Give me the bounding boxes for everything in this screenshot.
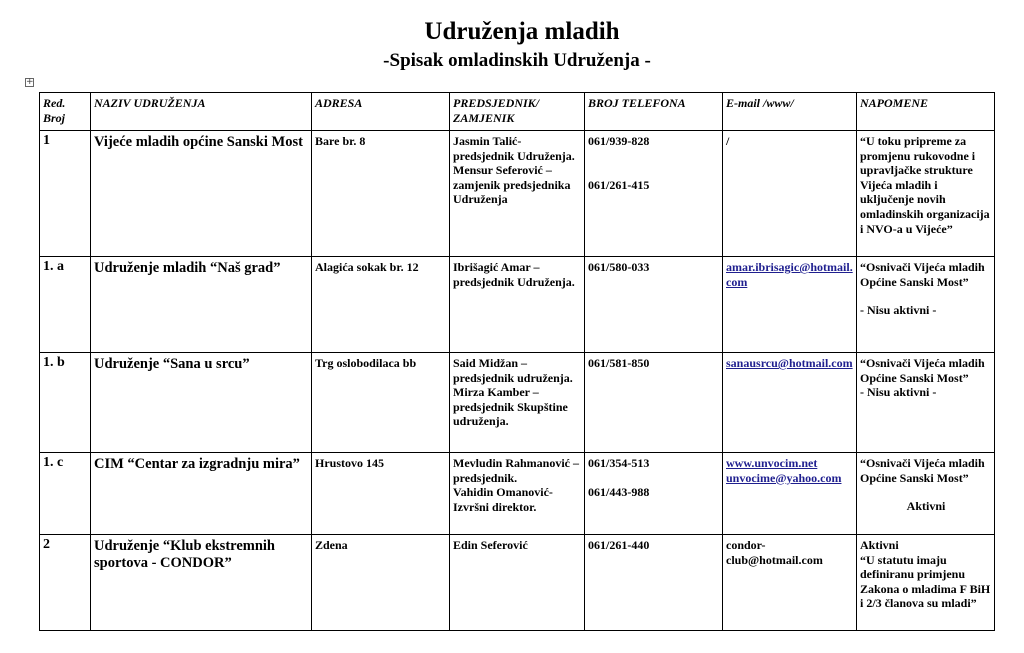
header-napomene: NAPOMENE: [857, 93, 995, 131]
row-number: 1. c: [40, 453, 91, 535]
table-row: [40, 453, 995, 535]
association-address: Bare br. 8: [312, 131, 450, 257]
header-red-broj: [40, 93, 91, 131]
deputy-text: Mensur Seferović – zamjenik predsjednika Udruženja: [453, 163, 571, 207]
association-notes: “U toku pripreme za promjenu rukovodne i upravljačke strukture Vijeća mladih i uključenje novih omladinskih organizacija i NVO-a u Vijeće”: [857, 131, 995, 257]
document-subtitle: -Spisak omladinskih Udruženja -: [383, 50, 651, 71]
email-link[interactable]: amar.ibrisagic@hotmail.com: [726, 260, 853, 289]
header-telefon: BROJ TELEFONA: [585, 93, 723, 131]
association-email: [723, 453, 857, 535]
header-naziv: NAZIV UDRUŽENJA: [91, 93, 312, 131]
association-president: [450, 353, 585, 453]
president-text: Jasmin Talić- predsjednik Udruženja.: [453, 134, 575, 163]
document-title: Udruženja mladih: [424, 18, 620, 45]
header-predsjednik-line2: ZAMJENIK: [453, 110, 515, 125]
association-name: Vijeće mladih općine Sanski Most: [91, 131, 312, 257]
phone-secondary: 061/261-415: [588, 177, 650, 192]
association-name: CIM “Centar za izgradnju mira”: [91, 453, 312, 535]
table-row: [40, 353, 995, 453]
association-phone: 061/580-033: [585, 257, 723, 353]
header-predsjednik: [450, 93, 585, 131]
deputy-text: Mirza Kamber – predsjednik Skupštine udruženja.: [453, 385, 568, 429]
header-red-broj-line2: Broj: [43, 110, 66, 125]
phone-primary: 061/354-513: [588, 456, 650, 470]
notes-status: - Nisu aktivni -: [860, 385, 937, 400]
association-president: [450, 131, 585, 257]
header-predsjednik-line1: PREDSJEDNIK/: [453, 96, 540, 110]
association-president: [450, 453, 585, 535]
table-row: [40, 131, 995, 257]
association-address: Trg oslobodilaca bb: [312, 353, 450, 453]
notes-founders: “Osnivači Vijeća mladih Općine Sanski Most”: [860, 456, 985, 485]
association-phone: [585, 453, 723, 535]
phone-primary: 061/939-828: [588, 134, 650, 148]
association-phone: 061/261-440: [585, 535, 723, 631]
association-email: [723, 535, 857, 631]
phone-secondary: 061/443-988: [588, 484, 650, 499]
association-address: Hrustovo 145: [312, 453, 450, 535]
association-notes: [857, 453, 995, 535]
notes-founders: “Osnivači Vijeća mladih Općine Sanski Most”: [860, 260, 985, 289]
association-president: Ibrišagić Amar – predsjednik Udruženja.: [450, 257, 585, 353]
association-notes: [857, 257, 995, 353]
association-notes: [857, 535, 995, 631]
table-row: [40, 535, 995, 631]
website-link[interactable]: www.unvocim.net: [726, 456, 818, 470]
notes-status: Aktivni: [860, 538, 899, 552]
president-text: Said Midžan – predsjednik udruženja.: [453, 356, 573, 385]
association-notes: [857, 353, 995, 453]
table-move-handle-icon[interactable]: +: [26, 77, 34, 87]
association-name: Udruženje “Sana u srcu”: [91, 353, 312, 453]
association-email: [723, 353, 857, 453]
row-number: 1. a: [40, 257, 91, 353]
notes-status: - Nisu aktivni -: [860, 303, 937, 318]
association-phone: 061/581-850: [585, 353, 723, 453]
association-address: Zdena: [312, 535, 450, 631]
associations-table: [39, 92, 995, 631]
row-number: 2: [40, 535, 91, 631]
association-email: [723, 257, 857, 353]
header-adresa: ADRESA: [312, 93, 450, 131]
association-president: Edin Seferović: [450, 535, 585, 631]
notes-statute: “U statutu imaju definiranu primjenu Zakona o mladima F BiH i 2/3 članova su mladi”: [860, 552, 991, 611]
notes-founders: “Osnivači Vijeća mladih Općine Sanski Most”: [860, 356, 985, 385]
row-number: 1: [40, 131, 91, 257]
header-email: E-mail /www/: [723, 93, 857, 131]
association-address: Alagića sokak br. 12: [312, 257, 450, 353]
association-name: Udruženje mladih “Naš grad”: [91, 257, 312, 353]
row-number: 1. b: [40, 353, 91, 453]
association-name: Udruženje “Klub ekstremnih sportova - CONDOR”: [91, 535, 312, 631]
president-text: Mevludin Rahmanović – predsjednik.: [453, 456, 580, 485]
table-header-row: [40, 93, 995, 131]
notes-status: Aktivni: [906, 499, 946, 514]
association-email: /: [723, 131, 857, 257]
table-row: [40, 257, 995, 353]
association-phone: [585, 131, 723, 257]
email-text: condor-club@hotmail.com: [726, 538, 823, 567]
email-link[interactable]: unvocime@yahoo.com: [726, 470, 842, 485]
deputy-text: Vahidin Omanović- Izvršni direktor.: [453, 485, 553, 514]
email-link[interactable]: sanausrcu@hotmail.com: [726, 356, 853, 370]
header-red-broj-line1: Red.: [43, 96, 66, 110]
